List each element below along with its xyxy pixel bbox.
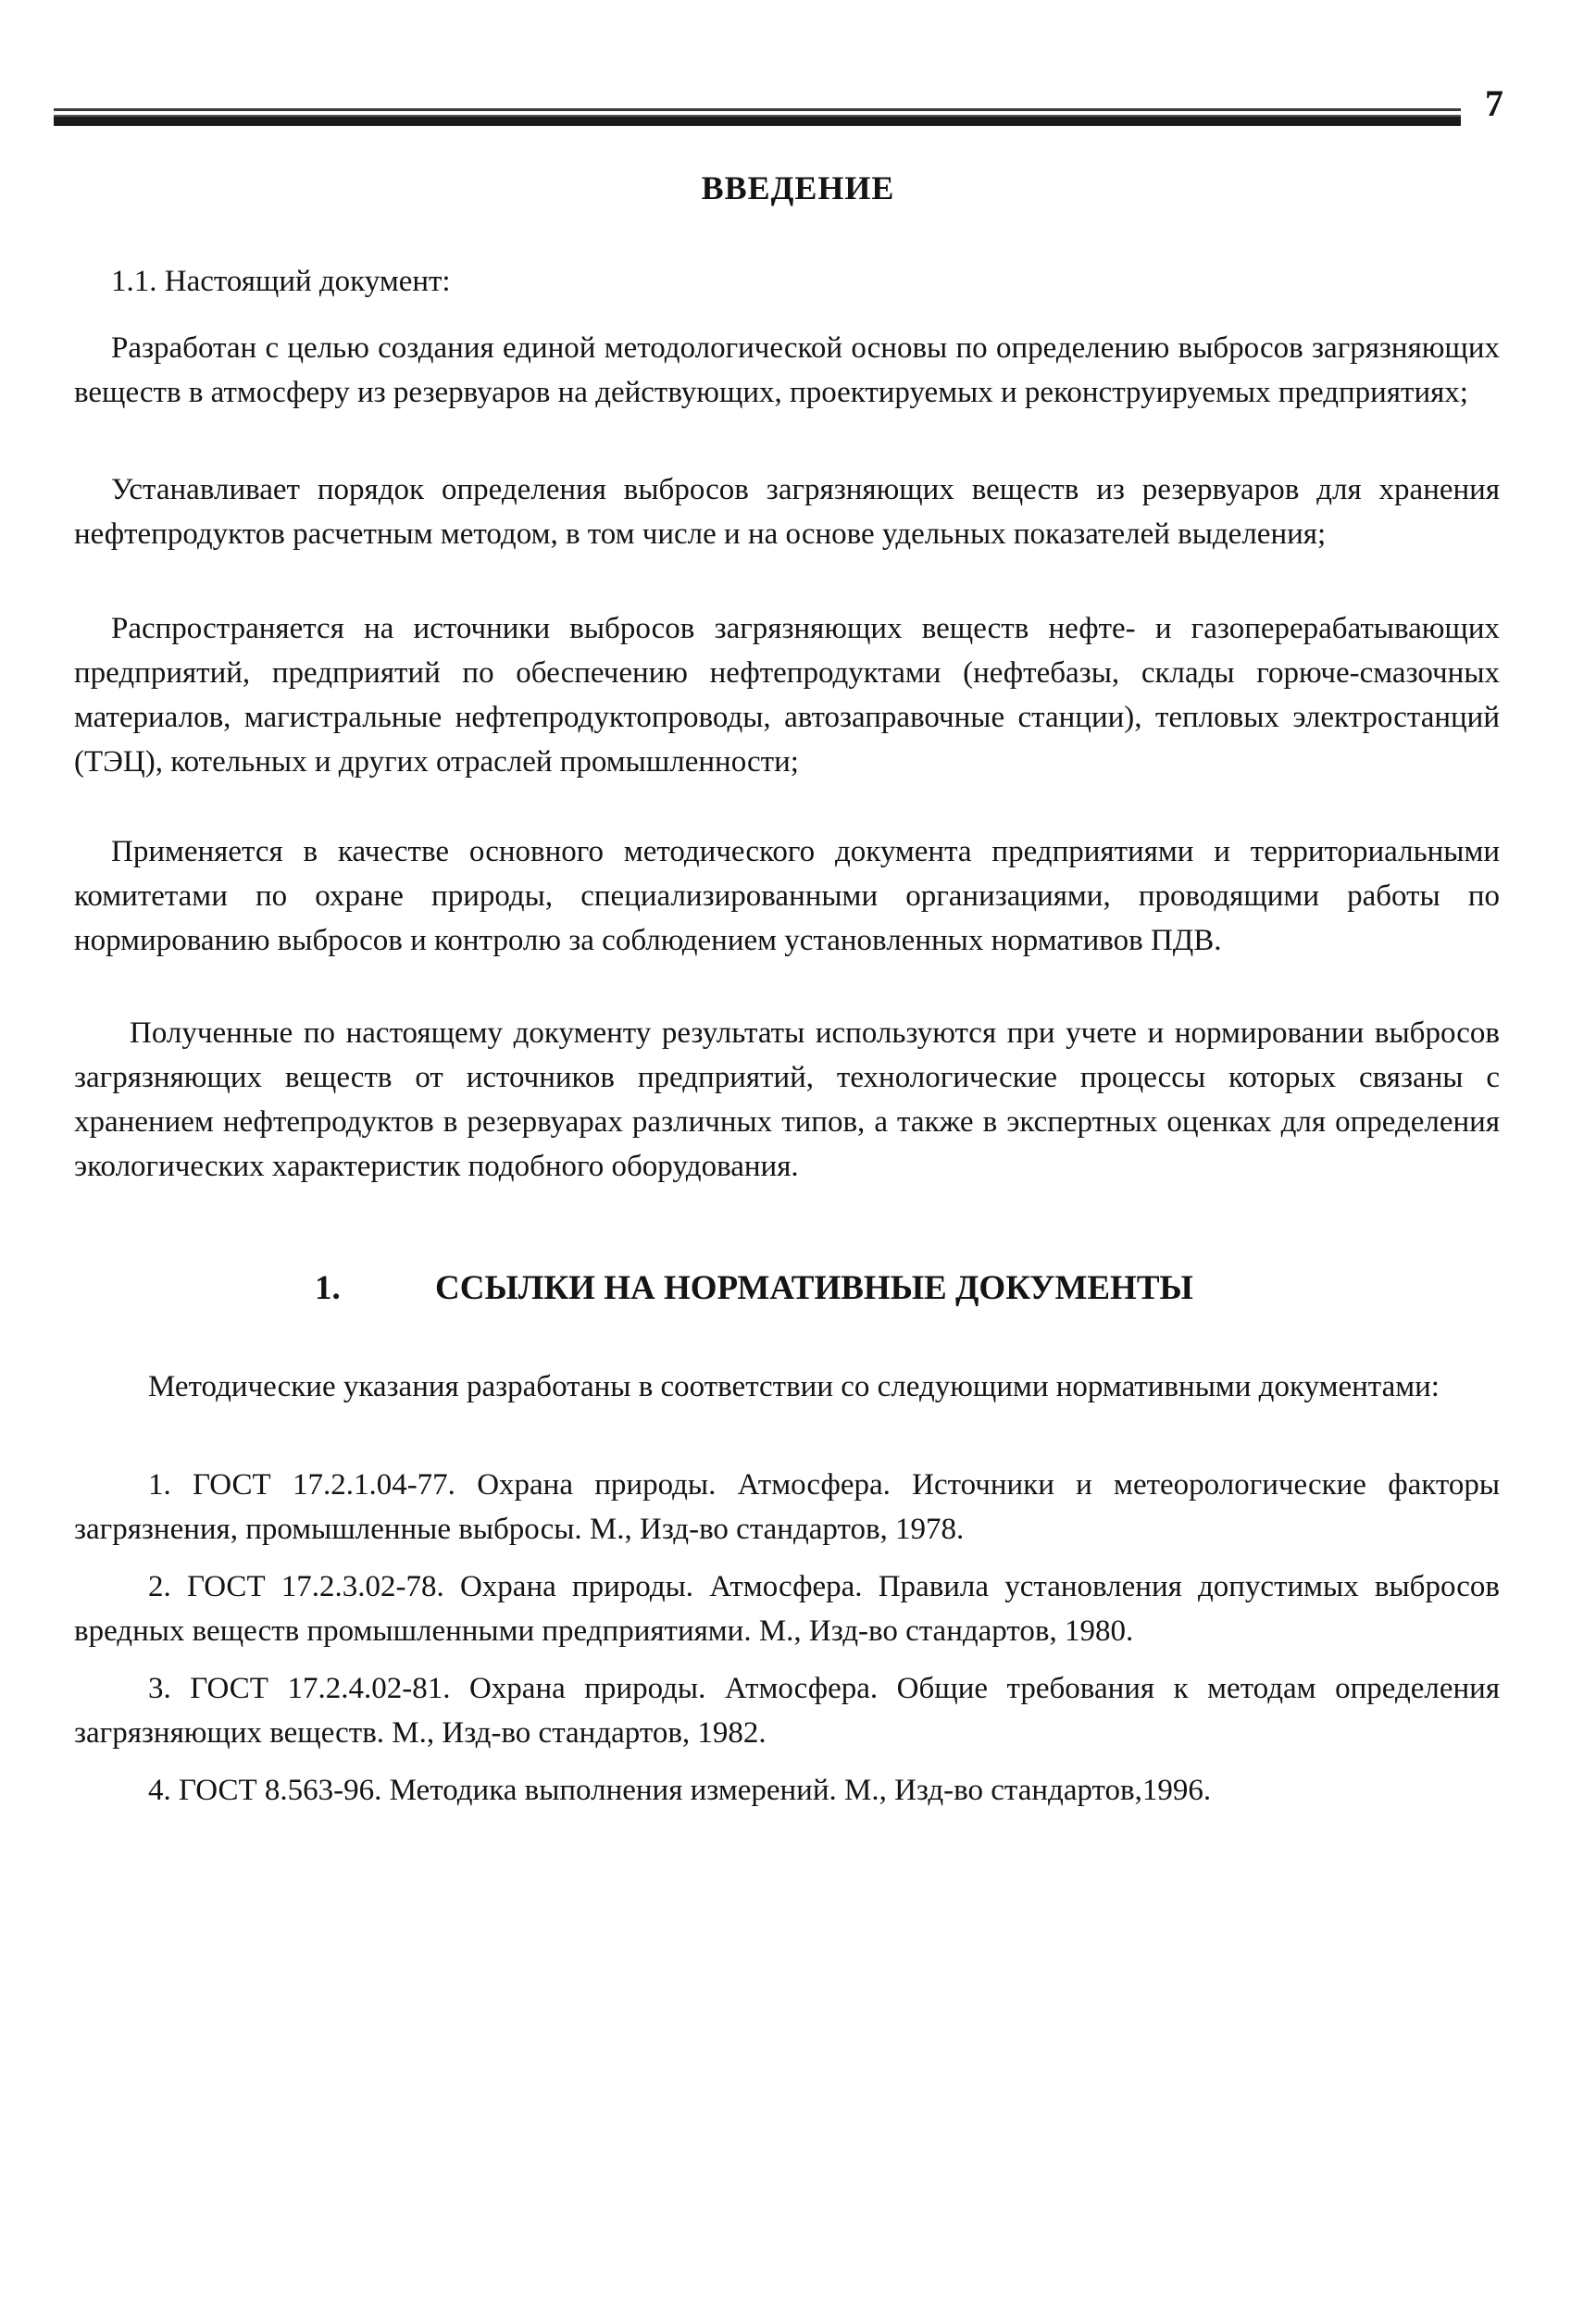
- section-title: ССЫЛКИ НА НОРМАТИВНЫЕ ДОКУМЕНТЫ: [435, 1269, 1193, 1307]
- intro-paragraph-1: Разработан с целью создания единой методологической основы по определению выбросов загрязняющих веществ в атмосферу из резервуаров на действующих, проектируемых и реконструируемых предприятиях;: [74, 331, 1500, 409]
- intro-paragraph-5: Полученные по настоящему документу результаты используются при учете и нормировании выбросов загрязняющих веществ от источников предприятий, технологические процессы которых связаны с хранением нефтепродуктов в резервуарах различных типов, а также в экспертных оценках для определения экологических характеристик подобного оборудования.: [74, 1016, 1500, 1183]
- section-lead: Методические указания разработаны в соответствии со следующими нормативными документами:: [148, 1370, 1440, 1403]
- intro-title: ВВЕДЕНИЕ: [701, 169, 895, 206]
- intro-paragraph-2: Устанавливает порядок определения выбросов загрязняющих веществ из резервуаров для хранения нефтепродуктов расчетным методом, в том числе и на основе удельных показателей выделения;: [74, 473, 1500, 551]
- header-rule: [54, 115, 1461, 126]
- section-number: 1.: [315, 1269, 341, 1307]
- section-heading: [315, 1268, 1193, 1308]
- reference-item-2: 2. ГОСТ 17.2.3.02-78. Охрана природы. Атмосфера. Правила установления допустимых выбросов вредных веществ промышленными предприятиями. М., Изд-во стандартов, 1980.: [74, 1570, 1500, 1648]
- reference-item-1: 1. ГОСТ 17.2.1.04-77. Охрана природы. Атмосфера. Источники и метеорологические факторы загрязнения, промышленные выбросы. М., Изд-во стандартов, 1978.: [74, 1468, 1500, 1546]
- intro-paragraph-4: Применяется в качестве основного методического документа предприятиями и территориальными комитетами по охране природы, специализированными организациями, проводящими работы по нормированию выбросов и контролю за соблюдением установленных нормативов ПДВ.: [74, 835, 1500, 957]
- page-number: 7: [1485, 82, 1503, 124]
- reference-item-3: 3. ГОСТ 17.2.4.02-81. Охрана природы. Атмосфера. Общие требования к методам определения загрязняющих веществ. М., Изд-во стандартов, 1982.: [74, 1672, 1500, 1750]
- intro-paragraph-3: Распространяется на источники выбросов загрязняющих веществ нефте- и газоперерабатывающих предприятий, предприятий по обеспечению нефтепродуктами (нефтебазы, склады горюче-смазочных материалов, магистральные нефтепродуктопроводы, автозаправочные станции), тепловых электростанций (ТЭЦ), котельных и других отраслей промышленности;: [74, 612, 1500, 779]
- reference-item-4: 4. ГОСТ 8.563-96. Методика выполнения измерений. М., Изд-во стандартов,1996.: [148, 1774, 1212, 1807]
- intro-lead: 1.1. Настоящий документ:: [111, 265, 451, 298]
